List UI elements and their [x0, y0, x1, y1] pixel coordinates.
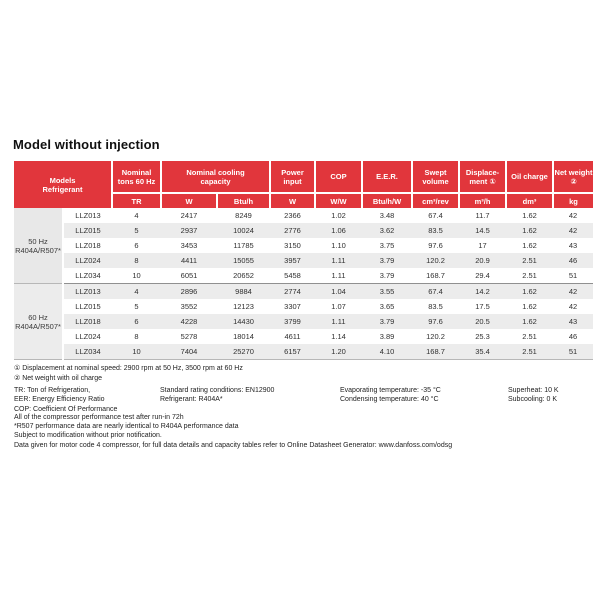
table-row	[14, 238, 593, 253]
superheat-column	[508, 386, 559, 405]
unit-weight: kg	[553, 193, 593, 208]
value-cell: 2937	[161, 223, 217, 238]
value-cell: 8	[112, 253, 161, 268]
value-cell: 1.62	[506, 238, 553, 253]
value-cell: 1.62	[506, 208, 553, 223]
value-cell: 4611	[270, 329, 315, 344]
value-cell: 42	[553, 299, 593, 314]
value-cell: 3.79	[362, 268, 412, 284]
value-cell: 6051	[161, 268, 217, 284]
header-nominal-tons: Nominal tons 60 Hz	[112, 161, 161, 193]
value-cell: 2.51	[506, 344, 553, 360]
value-cell: 15055	[217, 253, 270, 268]
refrigerant-note: Refrigerant: R404A*	[160, 396, 223, 404]
value-cell: 3.75	[362, 238, 412, 253]
group-refrigerant: R404A/R507*	[15, 245, 61, 255]
condensing-temp: Condensing temperature: 40 °C	[340, 396, 439, 404]
value-cell: 2.51	[506, 329, 553, 344]
table-row	[14, 329, 593, 344]
model-cell: LLZ013	[63, 208, 112, 223]
value-cell: 1.62	[506, 314, 553, 329]
value-cell: 83.5	[412, 223, 459, 238]
note-runin: All of the compressor performance test after run-in 72h	[14, 414, 184, 421]
value-cell: 1.04	[315, 284, 362, 300]
standard-rating: Standard rating conditions: EN12900	[160, 387, 275, 394]
footnote-displacement: ① Displacement at nominal speed: 2900 rpm at 50 Hz, 3500 rpm at 60 Hz	[14, 365, 243, 372]
value-cell: 3.62	[362, 223, 412, 238]
value-cell: 120.2	[412, 253, 459, 268]
table-header	[14, 161, 593, 208]
unit-cop: W/W	[315, 193, 362, 208]
value-cell: 3.89	[362, 329, 412, 344]
value-cell: 4	[112, 208, 161, 223]
value-cell: 120.2	[412, 329, 459, 344]
value-cell: 2417	[161, 208, 217, 223]
note-datasheet-generator: Data given for motor code 4 compressor, for full data details and capacity tables refer to Online Datasheet Generator: www.danfoss.com/odsg	[14, 441, 453, 449]
unit-swept: cm³/rev	[412, 193, 459, 208]
header-models-line1: Models	[49, 175, 76, 185]
value-cell: 1.62	[506, 223, 553, 238]
group-label	[14, 284, 63, 360]
value-cell: 3957	[270, 253, 315, 268]
value-cell: 17.5	[459, 299, 506, 314]
value-cell: 2.51	[506, 253, 553, 268]
value-cell: 2.51	[506, 268, 553, 284]
group-frequency: 50 Hz	[28, 236, 48, 246]
group-frequency: 60 Hz	[28, 312, 48, 322]
value-cell: 25.3	[459, 329, 506, 344]
value-cell: 3799	[270, 314, 315, 329]
value-cell: 5278	[161, 329, 217, 344]
value-cell: 97.6	[412, 238, 459, 253]
unit-oil: dm³	[506, 193, 553, 208]
value-cell: 83.5	[412, 299, 459, 314]
value-cell: 8249	[217, 208, 270, 223]
value-cell: 2896	[161, 284, 217, 300]
value-cell: 35.4	[459, 344, 506, 360]
value-cell: 1.11	[315, 253, 362, 268]
header-power-input: Power input	[270, 161, 315, 193]
value-cell: 42	[553, 208, 593, 223]
table-row	[14, 314, 593, 329]
unit-tr: TR	[112, 193, 161, 208]
value-cell: 8	[112, 329, 161, 344]
unit-btu: Btu/h	[217, 193, 270, 208]
model-cell: LLZ015	[63, 299, 112, 314]
value-cell: 6157	[270, 344, 315, 360]
value-cell: 1.11	[315, 314, 362, 329]
spec-table	[14, 161, 593, 360]
header-models-line2: Refrigerant	[42, 184, 83, 194]
value-cell: 3453	[161, 238, 217, 253]
unit-displacement: m³/h	[459, 193, 506, 208]
footnotes	[14, 364, 243, 384]
value-cell: 20.5	[459, 314, 506, 329]
value-cell: 4411	[161, 253, 217, 268]
table-row	[14, 344, 593, 360]
header-displacement: Displace- ment ①	[459, 161, 506, 193]
value-cell: 3150	[270, 238, 315, 253]
value-cell: 29.4	[459, 268, 506, 284]
value-cell: 5	[112, 299, 161, 314]
model-cell: LLZ018	[63, 238, 112, 253]
value-cell: 51	[553, 344, 593, 360]
footnote-net-weight: ② Net weight with oil charge	[14, 374, 102, 382]
model-cell: LLZ015	[63, 223, 112, 238]
value-cell: 6	[112, 238, 161, 253]
bottom-notes	[14, 413, 594, 450]
value-cell: 11.7	[459, 208, 506, 223]
model-cell: LLZ018	[63, 314, 112, 329]
model-cell: LLZ034	[63, 344, 112, 360]
table-row	[14, 208, 593, 223]
value-cell: 4	[112, 284, 161, 300]
value-cell: 1.11	[315, 268, 362, 284]
value-cell: 168.7	[412, 344, 459, 360]
header-cop: COP	[315, 161, 362, 193]
value-cell: 18014	[217, 329, 270, 344]
table-row	[14, 253, 593, 268]
group-refrigerant: R404A/R507*	[15, 321, 61, 331]
value-cell: 5	[112, 223, 161, 238]
subcooling: Subcooling: 0 K	[508, 396, 558, 404]
unit-eer: Btu/h/W	[362, 193, 412, 208]
value-cell: 3.48	[362, 208, 412, 223]
table-row	[14, 223, 593, 238]
value-cell: 67.4	[412, 284, 459, 300]
value-cell: 168.7	[412, 268, 459, 284]
value-cell: 10	[112, 268, 161, 284]
unit-w: W	[161, 193, 217, 208]
abbr-eer: EER: Energy Efficiency Ratio	[14, 396, 105, 404]
value-cell: 97.6	[412, 314, 459, 329]
value-cell: 20652	[217, 268, 270, 284]
value-cell: 12123	[217, 299, 270, 314]
table-row	[14, 299, 593, 314]
standard-conditions-column	[160, 386, 274, 405]
header-swept-volume: Swept volume	[412, 161, 459, 193]
value-cell: 2774	[270, 284, 315, 300]
value-cell: 46	[553, 253, 593, 268]
value-cell: 5458	[270, 268, 315, 284]
header-cooling-capacity: Nominal cooling capacity	[161, 161, 270, 193]
value-cell: 43	[553, 238, 593, 253]
abbr-cop: COP: Coefficient Of Performance	[14, 405, 118, 413]
value-cell: 20.9	[459, 253, 506, 268]
value-cell: 3.55	[362, 284, 412, 300]
value-cell: 14.2	[459, 284, 506, 300]
value-cell: 42	[553, 284, 593, 300]
value-cell: 43	[553, 314, 593, 329]
header-eer: E.E.R.	[362, 161, 412, 193]
page-title: Model without injection	[13, 137, 160, 152]
table-row	[14, 284, 593, 300]
rating-conditions	[14, 386, 594, 416]
header-models-refrigerant	[14, 161, 112, 208]
model-cell: LLZ034	[63, 268, 112, 284]
table-row	[14, 268, 593, 284]
value-cell: 4.10	[362, 344, 412, 360]
value-cell: 11785	[217, 238, 270, 253]
evaporating-temp: Evaporating temperature: -35 °C	[340, 387, 441, 394]
value-cell: 3.79	[362, 253, 412, 268]
group-label	[14, 208, 63, 284]
value-cell: 14.5	[459, 223, 506, 238]
value-cell: 1.10	[315, 238, 362, 253]
value-cell: 42	[553, 223, 593, 238]
value-cell: 3.79	[362, 314, 412, 329]
value-cell: 1.14	[315, 329, 362, 344]
model-cell: LLZ024	[63, 253, 112, 268]
value-cell: 3.65	[362, 299, 412, 314]
value-cell: 2776	[270, 223, 315, 238]
value-cell: 4228	[161, 314, 217, 329]
model-cell: LLZ013	[63, 284, 112, 300]
value-cell: 1.20	[315, 344, 362, 360]
value-cell: 2366	[270, 208, 315, 223]
value-cell: 10	[112, 344, 161, 360]
header-net-weight: Net weight ②	[553, 161, 593, 193]
abbr-tr: TR: Ton of Refrigeration,	[14, 387, 91, 394]
abbreviations-column	[14, 386, 117, 414]
value-cell: 7404	[161, 344, 217, 360]
unit-power-w: W	[270, 193, 315, 208]
value-cell: 1.07	[315, 299, 362, 314]
value-cell: 46	[553, 329, 593, 344]
value-cell: 3307	[270, 299, 315, 314]
model-cell: LLZ024	[63, 329, 112, 344]
value-cell: 25270	[217, 344, 270, 360]
value-cell: 14430	[217, 314, 270, 329]
value-cell: 1.06	[315, 223, 362, 238]
superheat: Superheat: 10 K	[508, 387, 559, 394]
temperature-column	[340, 386, 441, 405]
value-cell: 10024	[217, 223, 270, 238]
value-cell: 3552	[161, 299, 217, 314]
value-cell: 1.62	[506, 284, 553, 300]
value-cell: 51	[553, 268, 593, 284]
value-cell: 17	[459, 238, 506, 253]
value-cell: 9884	[217, 284, 270, 300]
value-cell: 1.62	[506, 299, 553, 314]
value-cell: 67.4	[412, 208, 459, 223]
table-body	[14, 208, 593, 360]
value-cell: 6	[112, 314, 161, 329]
header-oil-charge: Oil charge	[506, 161, 553, 193]
note-modification: Subject to modification without prior notification.	[14, 432, 162, 440]
value-cell: 1.02	[315, 208, 362, 223]
note-r507: *R507 performance data are nearly identical to R404A performance data	[14, 423, 239, 431]
